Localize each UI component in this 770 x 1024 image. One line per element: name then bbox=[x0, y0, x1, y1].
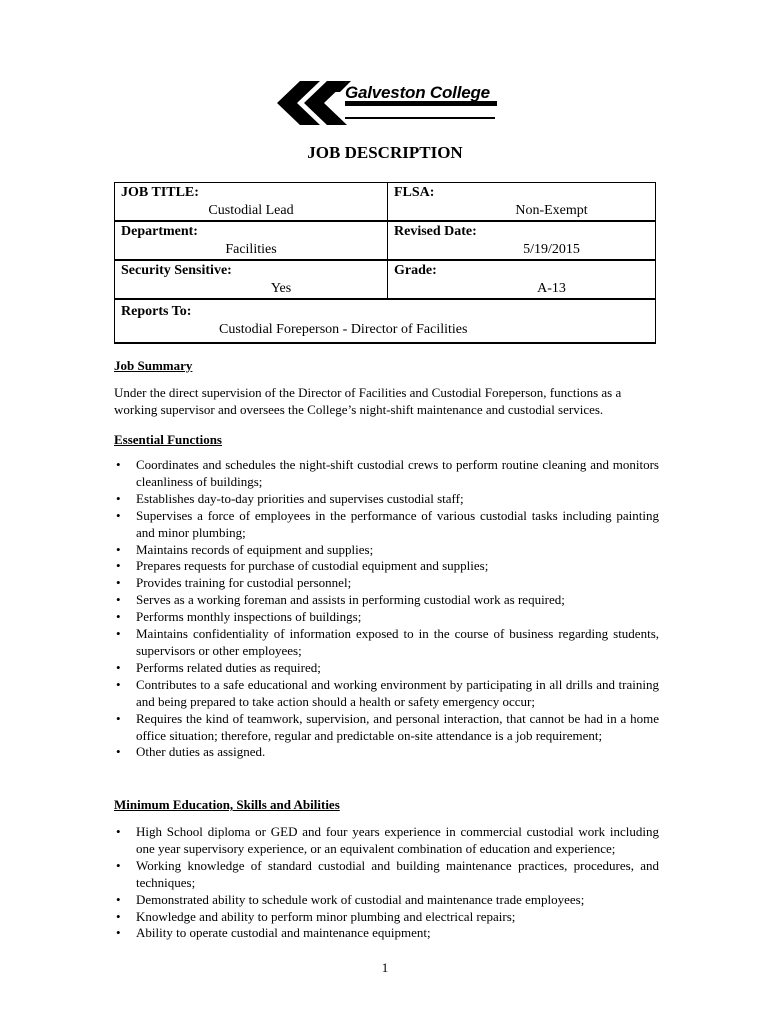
essential-functions-list bbox=[114, 457, 659, 761]
list-item: • Other duties as assigned. bbox=[114, 744, 659, 761]
minimum-education-section bbox=[114, 796, 659, 942]
reports-to-cell bbox=[115, 299, 656, 343]
job-summary-heading: Job Summary bbox=[114, 358, 193, 373]
security-sensitive-label: Security Sensitive: bbox=[121, 263, 232, 278]
minimum-education-list bbox=[114, 824, 659, 942]
revised-date-value: 5/19/2015 bbox=[523, 242, 580, 257]
list-item: • Contributes to a safe educational and working environment by participating in all drills and training and being prepared to take action should a health or safety emergency occur; bbox=[114, 677, 659, 711]
job-title-label: JOB TITLE: bbox=[121, 185, 199, 200]
flsa-value: Non-Exempt bbox=[515, 203, 588, 218]
grade-value: A-13 bbox=[537, 281, 566, 296]
list-item: • Performs monthly inspections of buildings; bbox=[114, 609, 659, 626]
job-summary-section bbox=[114, 357, 659, 418]
list-item: • Demonstrated ability to schedule work of custodial and maintenance trade employees; bbox=[114, 892, 659, 909]
revised-date-cell bbox=[388, 221, 656, 260]
job-summary-text: Under the direct supervision of the Director of Facilities and Custodial Foreperson, functions as a working supervisor and oversees the College’s night-shift maintenance and custodial services. bbox=[114, 385, 622, 417]
security-sensitive-value: Yes bbox=[270, 281, 292, 296]
list-item: • Coordinates and schedules the night-shift custodial crews to perform routine cleaning and monitors cleanliness of buildings; bbox=[114, 457, 659, 491]
list-item: • Prepares requests for purchase of custodial equipment and supplies; bbox=[114, 558, 659, 575]
list-item: • Working knowledge of standard custodial and building maintenance practices, procedures, and techniques; bbox=[114, 858, 659, 892]
revised-date-label: Revised Date: bbox=[394, 224, 477, 239]
list-item: • Knowledge and ability to perform minor plumbing and electrical repairs; bbox=[114, 909, 659, 926]
grade-cell bbox=[388, 260, 656, 299]
list-item: • Serves as a working foreman and assists in performing custodial work as required; bbox=[114, 592, 659, 609]
list-item: • Maintains records of equipment and supplies; bbox=[114, 542, 659, 559]
reports-to-label: Reports To: bbox=[121, 304, 192, 319]
list-item: • Supervises a force of employees in the performance of various custodial tasks including painting and minor plumbing; bbox=[114, 508, 659, 542]
list-item: • Maintains confidentiality of information exposed to in the course of business regarding students, supervisors or other employees; bbox=[114, 626, 659, 660]
list-item: • Establishes day-to-day priorities and supervises custodial staff; bbox=[114, 491, 659, 508]
grade-label: Grade: bbox=[394, 263, 437, 278]
job-title-value: Custodial Lead bbox=[208, 203, 294, 218]
essential-functions-heading: Essential Functions bbox=[114, 432, 222, 447]
list-item: • Requires the kind of teamwork, supervision, and personal interaction, that cannot be had in a home office situation; therefore, regular and predictable on-site attendance is a job requirement; bbox=[114, 711, 659, 745]
department-value: Facilities bbox=[225, 242, 277, 257]
page-number: 1 bbox=[381, 960, 389, 975]
logo-text: Galveston College bbox=[345, 83, 490, 102]
list-item: • High School diploma or GED and four years experience in commercial custodial work including one year supervisory experience, or an equivalent combination of education and experience; bbox=[114, 824, 659, 858]
department-label: Department: bbox=[121, 224, 198, 239]
job-info-table bbox=[114, 182, 656, 344]
job-title-cell bbox=[115, 183, 388, 222]
minimum-education-heading: Minimum Education, Skills and Abilities bbox=[114, 797, 340, 812]
flsa-label: FLSA: bbox=[394, 185, 435, 200]
list-item: • Performs related duties as required; bbox=[114, 660, 659, 677]
security-sensitive-cell bbox=[115, 260, 388, 299]
list-item: • Ability to operate custodial and maintenance equipment; bbox=[114, 925, 659, 942]
reports-to-value: Custodial Foreperson - Director of Facilities bbox=[219, 322, 468, 337]
essential-functions-section bbox=[114, 431, 659, 761]
document-title: JOB DESCRIPTION bbox=[307, 143, 463, 162]
department-cell bbox=[115, 221, 388, 260]
flsa-cell bbox=[388, 183, 656, 222]
list-item: • Provides training for custodial personnel; bbox=[114, 575, 659, 592]
